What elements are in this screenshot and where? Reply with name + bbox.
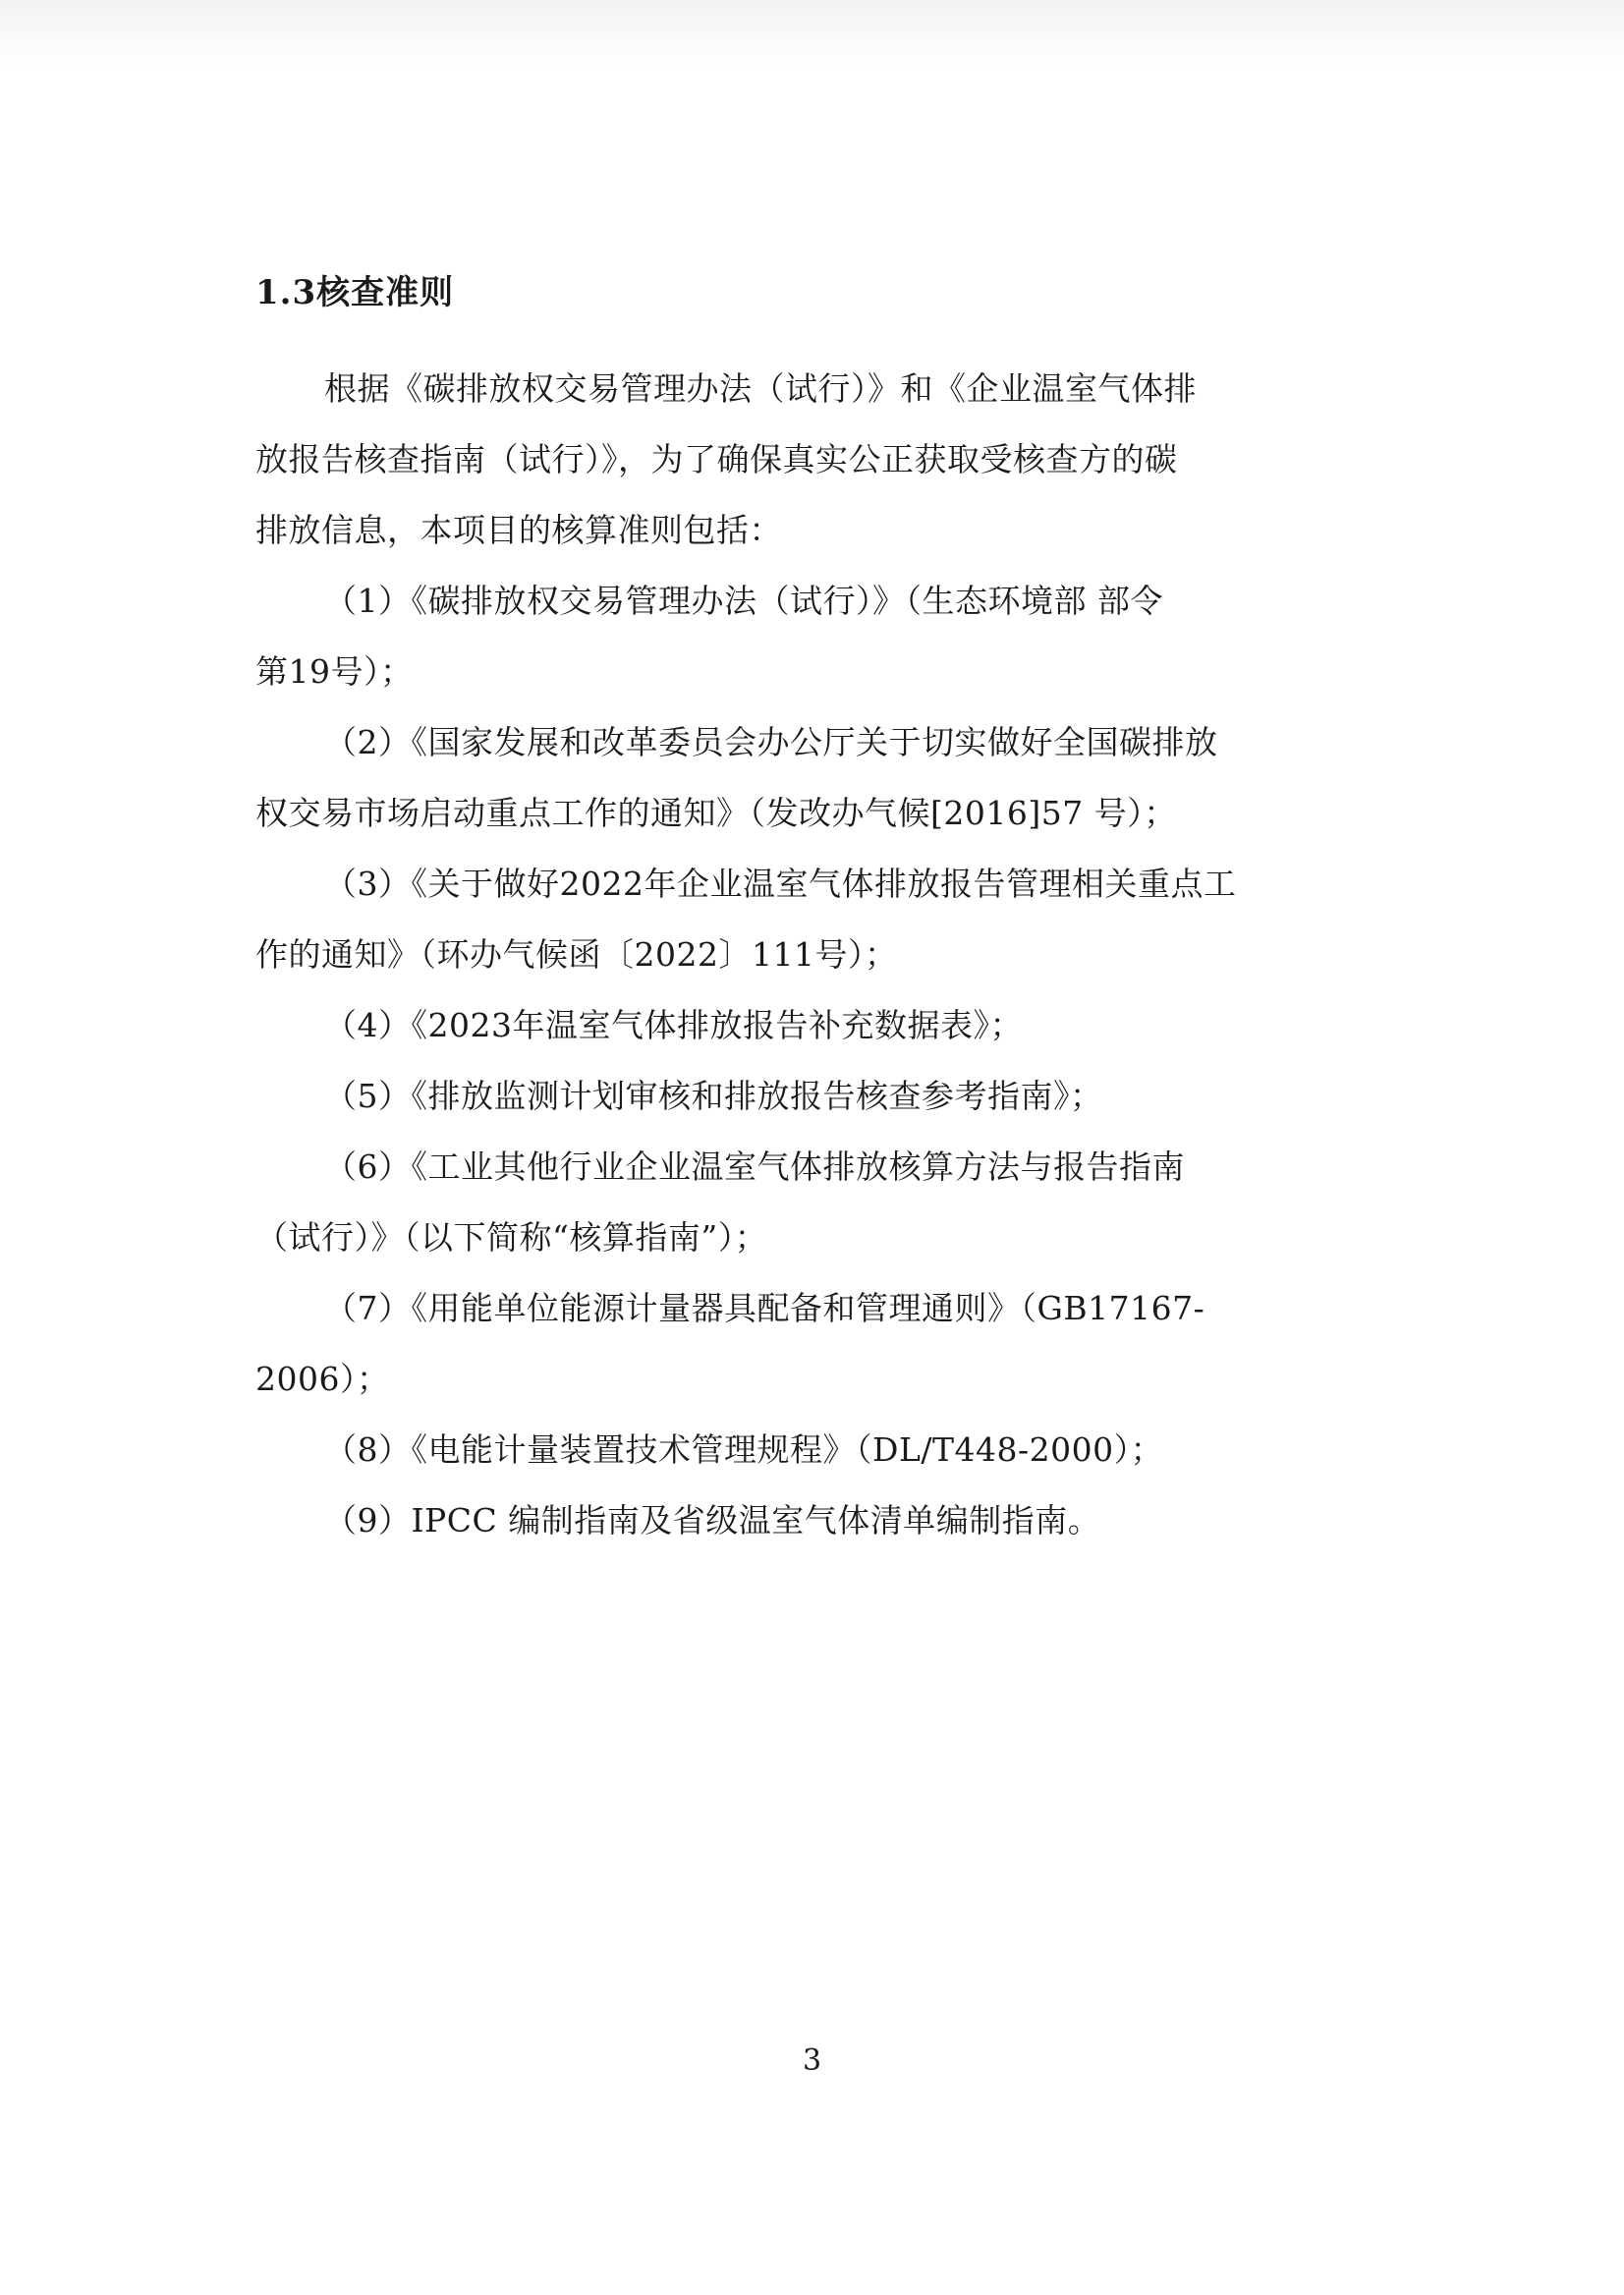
intro-line-2: 放报告核查指南（试行）》，为了确保真实公正获取受核查方的碳 xyxy=(255,440,1178,478)
criterion-5: （5）《排放监测计划审核和排放报告核查参考指南》； xyxy=(324,1077,1103,1115)
criterion-3-line-2: 作的通知》（环办气候函〔2022〕111号）； xyxy=(255,935,898,974)
criterion-2-line-1: （2）《国家发展和改革委员会办公厅关于切实做好全国碳排放 xyxy=(324,723,1218,761)
body-text xyxy=(255,354,1336,1556)
criterion-9: （9）IPCC 编制指南及省级温室气体清单编制指南。 xyxy=(324,1501,1101,1539)
criterion-4: （4）《2023年温室气体排放报告补充数据表》； xyxy=(324,1006,1023,1044)
scan-top-shading xyxy=(0,0,1624,69)
criterion-7-line-1: （7）《用能单位能源计量器具配备和管理通则》（GB17167- xyxy=(324,1289,1205,1327)
criterion-3-line-1: （3）《关于做好2022年企业温室气体排放报告管理相关重点工 xyxy=(324,865,1237,903)
intro-line-1: 根据《碳排放权交易管理办法（试行）》和《企业温室气体排 xyxy=(324,369,1197,408)
criterion-6-line-2: （试行）》（以下简称“核算指南”）； xyxy=(255,1218,768,1257)
intro-line-3: 排放信息，本项目的核算准则包括： xyxy=(255,511,782,549)
criterion-1-line-2: 第19号）； xyxy=(255,652,414,691)
criterion-1-line-1: （1）《碳排放权交易管理办法（试行）》（生态环境部 部令 xyxy=(324,582,1163,620)
criterion-2-line-2: 权交易市场启动重点工作的通知》（发改办气候[2016]57 号）； xyxy=(255,794,1177,832)
criterion-8: （8）《电能计量装置技术管理规程》（DL/T448-2000）； xyxy=(324,1430,1164,1469)
criterion-7-line-2: 2006）； xyxy=(255,1360,390,1398)
section-heading: 1.3核查准则 xyxy=(255,273,455,312)
page-number: 3 xyxy=(802,2043,822,2078)
criterion-6-line-1: （6）《工业其他行业企业温室气体排放核算方法与报告指南 xyxy=(324,1148,1185,1186)
